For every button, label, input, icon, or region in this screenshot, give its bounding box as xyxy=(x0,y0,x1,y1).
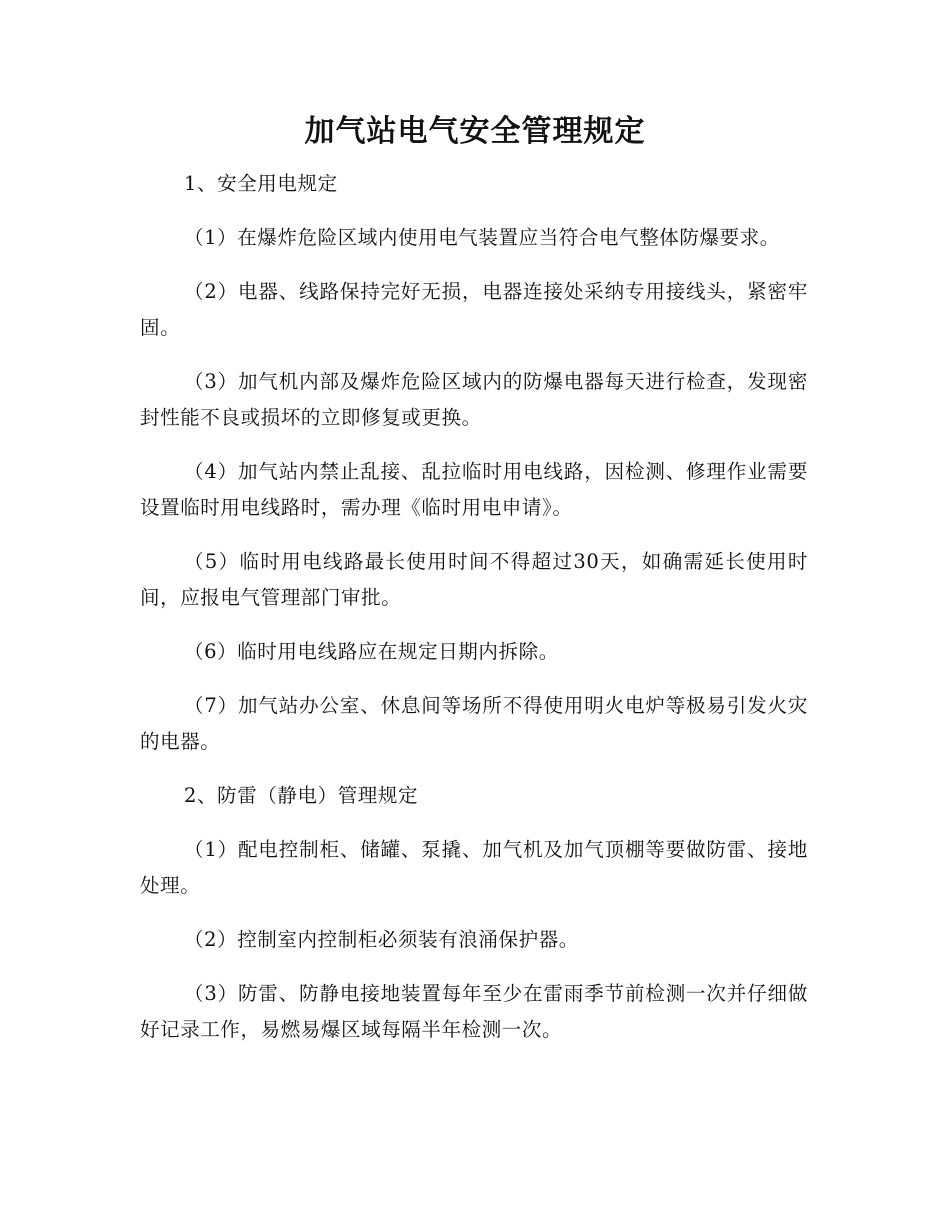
paragraph: （2）电器、线路保持完好无损，电器连接处采纳专用接线头，紧密牢固。 xyxy=(140,280,808,339)
paragraph: （5）临时用电线路最长使用时间不得超过30天，如确需延长使用时间，应报电气管理部门审批。 xyxy=(140,550,808,609)
paragraph: （1）配电控制柜、储罐、泵撬、加气机及加气顶棚等要做防雷、接地处理。 xyxy=(140,838,808,897)
paragraph: （3）防雷、防静电接地装置每年至少在雷雨季节前检测一次并仔细做好记录工作，易燃易爆区域每隔半年检测一次。 xyxy=(140,982,808,1041)
paragraph: （3）加气机内部及爆炸危险区域内的防爆电器每天进行检查，发现密封性能不良或损坏的立即修复或更换。 xyxy=(140,370,808,429)
paragraph: （7）加气站办公室、休息间等场所不得使用明火电炉等极易引发火灾的电器。 xyxy=(140,694,808,753)
paragraph: （6）临时用电线路应在规定日期内拆除。 xyxy=(184,640,559,663)
document-title: 加气站电气安全管理规定 xyxy=(304,114,646,149)
paragraph: （2）控制室内控制柜必须装有浪涌保护器。 xyxy=(184,928,579,951)
paragraph: （1）在爆炸危险区域内使用电气装置应当符合电气整体防爆要求。 xyxy=(184,226,780,249)
section-heading: 2、防雷（静电）管理规定 xyxy=(184,784,419,807)
section-heading: 1、安全用电规定 xyxy=(184,172,338,195)
paragraph: （4）加气站内禁止乱接、乱拉临时用电线路，因检测、修理作业需要设置临时用电线路时，需办理《临时用电申请》。 xyxy=(140,460,808,519)
document-body xyxy=(140,166,808,1066)
